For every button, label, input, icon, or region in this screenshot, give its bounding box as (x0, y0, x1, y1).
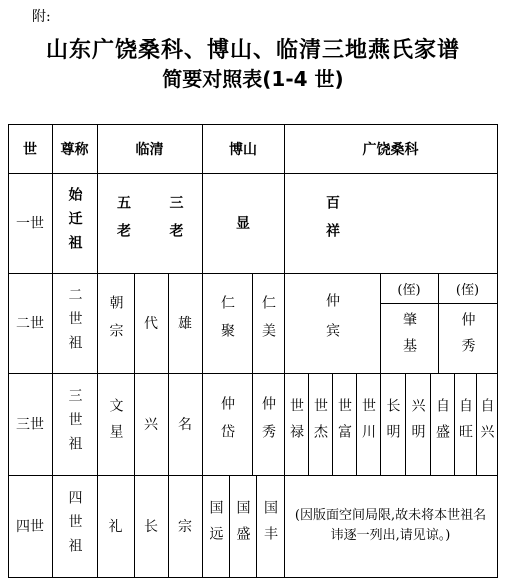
header-generation: 世 (23, 141, 37, 158)
gen4-guangrao-note: (因版面空间局限,故未将本世祖名讳逐一列出,请见谅。) (294, 508, 487, 543)
gen3-guangrao-7: 自盛 (434, 398, 450, 450)
gen3-guangrao-6: 兴明 (409, 398, 426, 450)
gen3-boshan-2: 仲秀 (260, 396, 276, 452)
gen3-guangrao-9: 自兴 (478, 398, 495, 450)
gen1-boshan: 显 (236, 216, 250, 232)
gen3-guangrao-3: 世富 (336, 398, 352, 450)
gen2-honorific: 二世祖 (66, 287, 83, 359)
header-guangrao: 广饶桑科 (362, 141, 419, 158)
gen2-boshan-1: 仁聚 (219, 295, 235, 351)
gen2-guangrao-main: 仲宾 (324, 293, 340, 353)
gen3-guangrao-2: 世杰 (312, 398, 328, 450)
gen3-label: 三世 (16, 417, 44, 433)
gen3-guangrao-4: 世川 (360, 398, 376, 450)
gen3-guangrao-1: 世禄 (288, 398, 304, 450)
gen3-honorific: 三世祖 (66, 388, 83, 460)
gen4-label: 四世 (16, 519, 44, 535)
gen2-nephew2-note: (侄) (455, 282, 480, 298)
gen4-linqing-3: 宗 (178, 519, 192, 535)
gen2-nephew1: 肇基 (401, 312, 417, 364)
gen1-honorific: 始迁祖 (66, 187, 83, 259)
gen4-boshan-3: 国丰 (262, 500, 278, 552)
gen3-guangrao-5: 长明 (384, 398, 401, 450)
gen2-linqing-1: 朝宗 (107, 295, 124, 351)
gen2-label: 二世 (16, 316, 44, 332)
gen1-guangrao: 百祥 (324, 195, 340, 251)
gen2-linqing-3: 雄 (178, 316, 192, 332)
gen4-honorific: 四世祖 (66, 490, 83, 562)
gen1-label: 一世 (16, 216, 44, 232)
gen3-boshan-1: 仲岱 (219, 396, 235, 452)
header-honorific: 尊称 (60, 141, 89, 158)
header-linqing: 临清 (135, 141, 164, 158)
gen4-linqing-1: 礼 (108, 519, 123, 535)
gen2-nephew1-note: (侄) (397, 282, 421, 298)
gen3-linqing-2: 兴 (144, 417, 158, 433)
page-subtitle: 简要对照表(1-4 世) (162, 67, 344, 91)
page-title: 山东广饶桑科、博山、临清三地燕氏家谱 (45, 38, 460, 63)
gen4-linqing-2: 长 (144, 519, 158, 535)
gen3-linqing-3: 名 (178, 417, 192, 433)
header-boshan: 博山 (229, 141, 257, 158)
gen3-linqing-1: 文星 (107, 398, 124, 450)
gen4-boshan-2: 国盛 (234, 500, 251, 552)
gen1-linqing-b: 三老 (167, 195, 184, 251)
appendix-label: 附: (32, 9, 51, 25)
gen2-boshan-2: 仁美 (260, 295, 276, 351)
gen2-nephew2: 仲秀 (459, 312, 476, 364)
gen3-guangrao-8: 自旺 (457, 398, 473, 450)
gen1-linqing-a: 五老 (115, 195, 131, 251)
gen2-linqing-2: 代 (144, 316, 158, 332)
gen4-boshan-1: 国远 (207, 500, 224, 552)
